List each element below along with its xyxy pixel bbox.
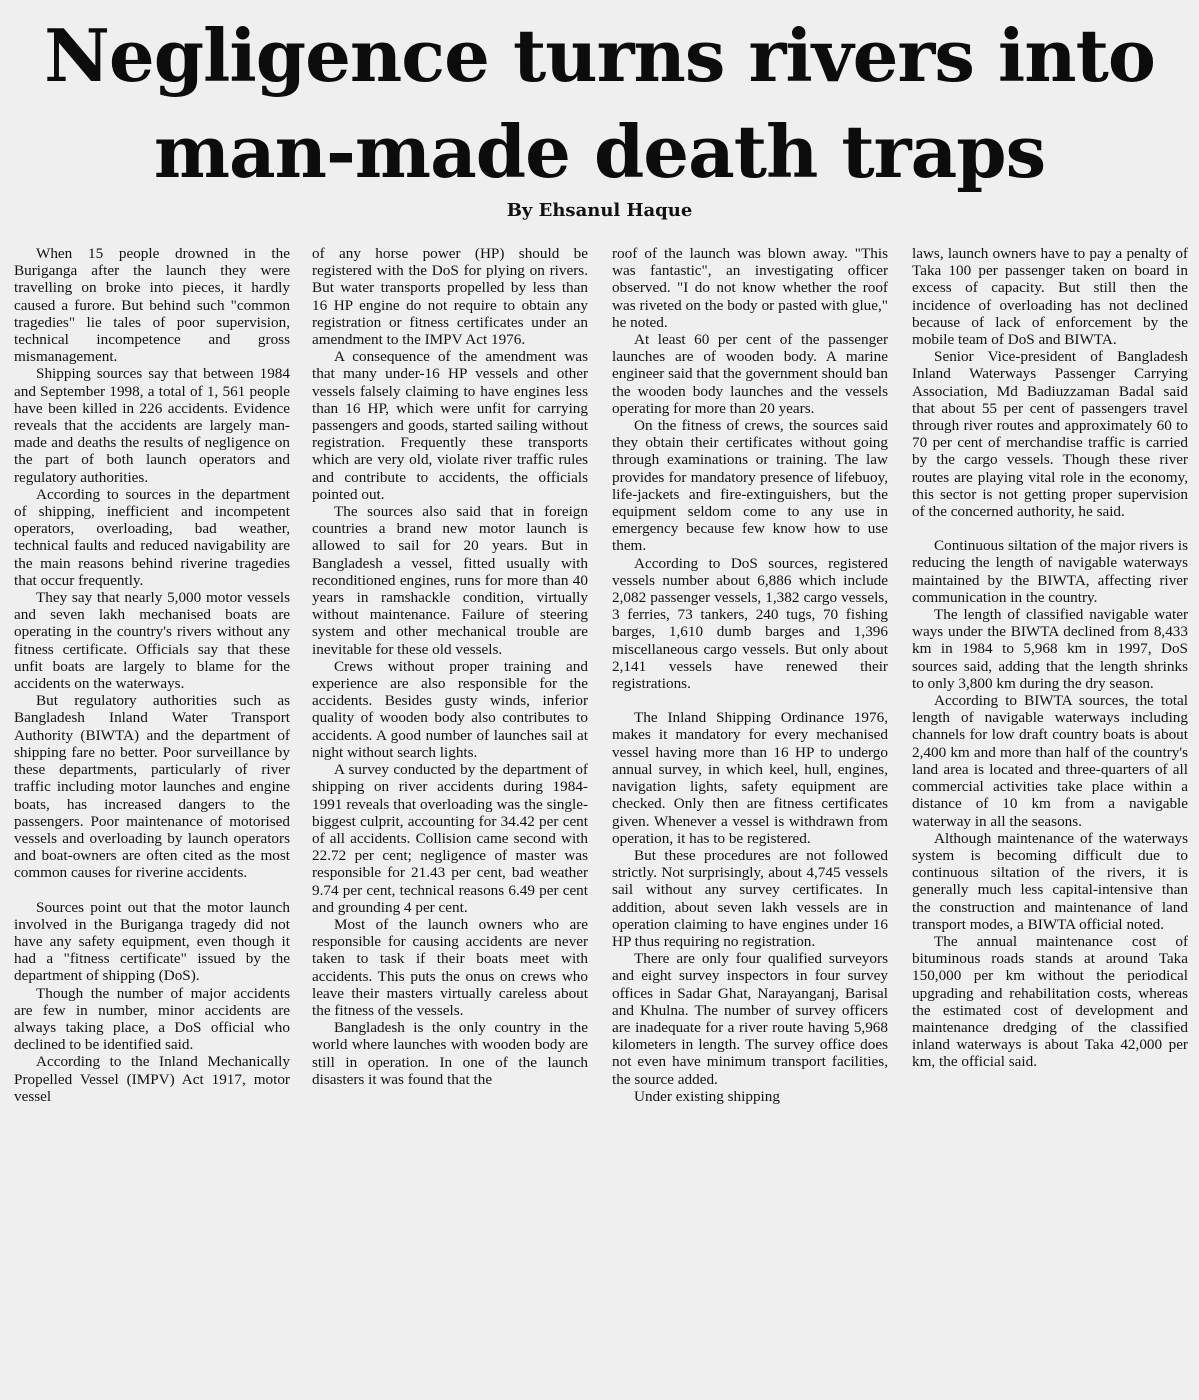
paragraph: Though the number of major accidents are few in number, minor accidents are always taking place, a DoS official who declined to be identified said. xyxy=(14,984,290,1054)
paragraph: Shipping sources say that between 1984 and September 1998, a total of 1, 561 people have been killed in 226 accidents. Evidence reveals that the accidents are largely man-made and deaths the results of negligence on the part of both launch operators and regulatory authorities. xyxy=(14,365,290,486)
paragraph: Senior Vice-president of Bangladesh Inland Waterways Passenger Carrying Association, Md Badiuzzaman Badal said that about 55 per cent of passengers travel through river routes and approximately 60 to 70 per cent of merchandise traffic is carried by the cargo vessels. Though these river routes are playing vital role in the economy, this sector is not getting proper supervision of the concerned authority, he said. xyxy=(912,348,1188,521)
paragraph: On the fitness of crews, the sources said they obtain their certificates without going through examinations or training. The law provides for mandatory presence of lifebuoy, life-jackets and fire-extinguishers, but the equipment seldom come to any use in emergency because few know how to use them. xyxy=(612,417,888,555)
paragraph: According to sources in the department of shipping, inefficient and incompetent operators, overloading, bad weather, technical faults and reduced navigability are the main reasons behind riverine tragedies that occur frequently. xyxy=(14,485,290,589)
article-column-4 xyxy=(912,245,1188,1395)
paragraph: According to the Inland Mechanically Propelled Vessel (IMPV) Act 1917, motor vessel xyxy=(14,1053,290,1105)
paragraph: They say that nearly 5,000 motor vessels and seven lakh mechanised boats are operating in the country's rivers without any fitness certificate. Officials say that these unfit boats are largely to blame for the accidents on the waterways. xyxy=(14,589,290,693)
paragraph: A consequence of the amendment was that many under-16 HP vessels and other vessels falsely claiming to have engines less than 16 HP, which were unfit for carrying passengers and goods, started sailing without registration. Frequently these transports which are very old, violate river traffic rules and contribute to accidents, the officials pointed out. xyxy=(312,348,588,503)
paragraph: of any horse power (HP) should be registered with the DoS for plying on rivers. But water transports propelled by less than 16 HP engine do not require to obtain any registration or fitness certificates under an amendment to the IMPV Act 1976. xyxy=(312,245,588,349)
paragraph: Crews without proper training and experience are also responsible for the accidents. Besides gusty winds, inferior quality of wooden body also contributes to accidents. A good number of launches sail at night without search lights. xyxy=(312,657,588,761)
paragraph: The annual maintenance cost of bituminous roads stands at around Taka 150,000 per km without the periodical upgrading and rehabilitation costs, whereas the estimated cost of development and maintenance dredging of the classified inland waterways is about Taka 42,000 per km, the official said. xyxy=(912,932,1188,1071)
paragraph: A survey conducted by the department of shipping on river accidents during 1984-1991 reveals that overloading was the single-biggest culprit, accounting for 34.42 per cent of all accidents. Collision came second with 22.72 per cent; negligence of master was responsible for 21.43 per cent, bad weather 9.74 per cent, technical reasons 6.49 per cent and grounding 4 per cent. xyxy=(312,761,588,916)
paragraph: Most of the launch owners who are responsible for causing accidents are never taken to task if their boats meet with accidents. This puts the onus on crews who leave their masters virtually careless about the fitness of the vessels. xyxy=(312,915,588,1019)
article-column-3 xyxy=(612,245,888,1395)
byline: By Ehsanul Haque xyxy=(506,200,693,221)
paragraph: Continuous siltation of the major rivers is reducing the length of navigable waterways maintained by the BIWTA, affecting river communication in the country. xyxy=(912,537,1188,606)
paragraph: laws, launch owners have to pay a penalty of Taka 100 per passenger taken on board in excess of capacity. But still then the incidence of overloading has not declined because of lack of enforcement by the mobile team of DoS and BIWTA. xyxy=(912,245,1188,349)
paragraph: The Inland Shipping Ordinance 1976, makes it mandatory for every mechanised vessel having more than 16 HP to undergo annual survey, in which keel, hull, engines, navigation lights, safety equipment are checked. Only then are fitness certificates given. Whenever a vessel is withdrawn from operation, it has to be registered. xyxy=(612,709,888,847)
paragraph: roof of the launch was blown away. "This was fantastic", an investigating officer observed. "I do not know whether the roof was riveted on the body or pasted with glue," he noted. xyxy=(612,245,888,331)
paragraph: Although maintenance of the waterways system is becoming difficult due to continuous siltation of the rivers, it is generally much less capital-intensive than the construction and maintenance of land transport modes, a BIWTA official noted. xyxy=(912,829,1188,933)
article-column-2 xyxy=(312,245,588,1395)
paragraph: Sources point out that the motor launch involved in the Buriganga tragedy did not have any safety equipment, even though it had a "fitness certificate" issued by the department of shipping (DoS). xyxy=(14,898,290,985)
headline xyxy=(0,8,1199,200)
paragraph: Bangladesh is the only country in the world where launches with wooden body are still in operation. In one of the launch disasters it was found that the xyxy=(312,1019,588,1088)
headline-line-1: Negligence turns rivers into xyxy=(44,13,1155,98)
paragraph: At least 60 per cent of the passenger launches are of wooden body. A marine engineer said that the government should ban the wooden body launches and the vessels operating for more than 20 years. xyxy=(612,331,888,417)
paragraph: But these procedures are not followed strictly. Not surprisingly, about 4,745 vessels sail without any survey certificates. In addition, about seven lakh vessels are in operation claiming to have engines under 16 HP thus requiring no registration. xyxy=(612,846,888,950)
paragraph: But regulatory authorities such as Bangladesh Inland Water Transport Authority (BIWTA) and the department of shipping fare no better. Poor surveillance by these departments, particularly of river traffic including motor launches and engine boats, has increased dangers to the passengers. Poor maintenance of motorised vessels and overloading by launch operators and boat-owners are often cited as the most common causes for riverine accidents. xyxy=(14,692,290,882)
paragraph: The sources also said that in foreign countries a brand new motor launch is allowed to sail for 20 years. But in Bangladesh a vessel, fitted usually with reconditioned engines, runs for more than 40 years in ramshackle condition, virtually without maintenance. Failure of steering system and other mechanical trouble are inevitable for these old vessels. xyxy=(312,503,588,658)
paragraph: The length of classified navigable water ways under the BIWTA declined from 8,433 km in 1984 to 5,968 km in 1997, DoS sources said, adding that the length shrinks to only 3,800 km during the dry season. xyxy=(912,606,1188,692)
paragraph: There are only four qualified surveyors and eight survey inspectors in four survey offices in Sadar Ghat, Narayanganj, Barisal and Khulna. The number of survey officers are inadequate for a river route having 5,968 kilometers in length. The survey office does not even have minimum transport facilities, the source added. xyxy=(612,950,888,1088)
paragraph: According to DoS sources, registered vessels number about 6,886 which include 2,082 passenger vessels, 1,382 cargo vessels, 3 ferries, 73 tankers, 240 tugs, 70 fishing barges, 1,610 dumb barges and 1,396 miscellaneous cargo vessels. But only about 2,141 vessels have renewed their registrations. xyxy=(612,554,888,693)
paragraph: Under existing shipping xyxy=(634,1087,780,1105)
paragraph: According to BIWTA sources, the total length of navigable waterways including channels for low draft country boats is about 2,400 km and more than half of the country's land area is located and three-quarters of all commercial activities take place within a distance of 10 km from a navigable waterway in all the seasons. xyxy=(912,692,1188,830)
article-column-1 xyxy=(14,245,290,1395)
headline-line-2: man-made death traps xyxy=(153,109,1046,194)
paragraph: When 15 people drowned in the Buriganga after the launch they were travelling on broke into pieces, it hardly caused a furore. But behind such "common tragedies" lie tales of poor supervision, technical incompetence and gross mismanagement. xyxy=(14,245,290,366)
